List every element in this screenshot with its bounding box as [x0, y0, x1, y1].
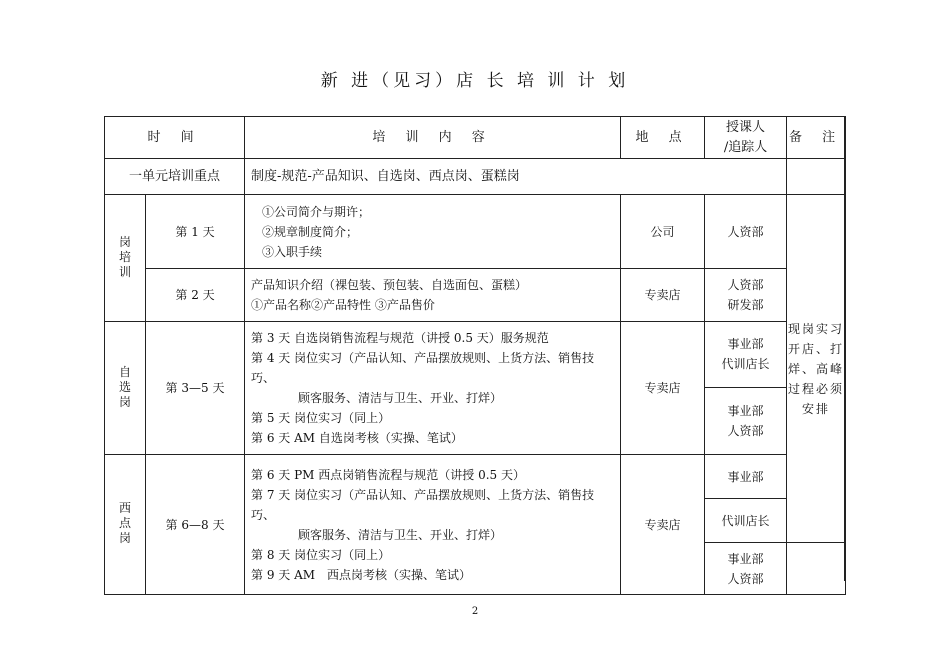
- table-row: [105, 455, 846, 499]
- zixuan-line: 第 3 天 自选岗销售流程与规范（讲授 0.5 天）服务规范: [251, 331, 549, 345]
- header-content: 培 训 内 容: [245, 117, 621, 159]
- table-row: [105, 195, 846, 269]
- unit-row: [105, 159, 846, 195]
- day-2: 第 2 天: [146, 269, 245, 322]
- header-place: 地 点: [621, 117, 705, 159]
- day-2-teacher-line: 研发部: [727, 298, 764, 312]
- days-6-8: 第 6—8 天: [146, 455, 245, 595]
- remark-cell: 现岗实习开店、打烊、高峰过程必须安排: [787, 195, 846, 543]
- unit-remark: [787, 159, 846, 195]
- header-teacher-line2: /追踪人: [723, 139, 768, 155]
- xidian-content: [245, 455, 621, 595]
- day-1-teacher: 人资部: [705, 195, 787, 269]
- zixuan-place: 专卖店: [621, 322, 705, 455]
- header-row: [105, 117, 846, 159]
- section-label-xidian: [105, 455, 146, 595]
- header-teacher-line1: 授课人: [726, 119, 766, 135]
- day-2-teacher: [705, 269, 787, 322]
- zixuan-teacher-line: 事业部: [727, 403, 764, 418]
- xidian-teacher-c: [705, 543, 787, 595]
- days-3-5: 第 3—5 天: [146, 322, 245, 455]
- day-1-content: [245, 195, 621, 269]
- unit-label: 一单元培训重点: [105, 159, 245, 195]
- day-2-place: 专卖店: [621, 269, 705, 322]
- xidian-place: 专卖店: [621, 455, 705, 595]
- day-2-line: 产品知识介绍（裸包装、预包装、自选面包、蛋糕）: [251, 278, 528, 292]
- header-remark: 备 注: [787, 117, 846, 159]
- day-1-place: 公司: [621, 195, 705, 269]
- zixuan-teacher-a: [705, 322, 787, 388]
- day-1-line: ①公司简介与期许；: [262, 204, 371, 219]
- zixuan-line: 顾客服务、清洁与卫生、开业、打烊）: [298, 391, 503, 405]
- xidian-teacher-b: 代训店长: [705, 499, 787, 543]
- zixuan-teacher-line: 事业部: [727, 337, 764, 352]
- day-1-line: ③入职手续: [262, 244, 323, 259]
- document-title: 新 进（见习）店 长 培 训 计 划: [320, 71, 630, 91]
- table-row: [105, 269, 846, 322]
- day-1-line: ②规章制度简介；: [262, 224, 359, 239]
- section-label-zixuan-text: 自选岗: [118, 364, 131, 409]
- day-2-line: ①产品名称②产品特性 ③产品售价: [251, 298, 435, 312]
- training-plan-table: [104, 116, 846, 595]
- section-label-zixuan: [105, 322, 146, 455]
- zixuan-teacher-line: 人资部: [727, 423, 764, 438]
- xidian-remark: [787, 543, 846, 595]
- zixuan-content: [245, 322, 621, 455]
- zixuan-line: 第 5 天 岗位实习（同上）: [251, 411, 391, 425]
- zixuan-line: 第 6 天 AM 自选岗考核（实操、笔试）: [251, 431, 463, 445]
- xidian-line: 第 6 天 PM 西点岗销售流程与规范（讲授 0.5 天）: [251, 467, 525, 482]
- day-2-teacher-line: 人资部: [727, 278, 764, 292]
- xidian-teacher-a: 事业部: [705, 455, 787, 499]
- xidian-line: 第 7 天 岗位实习（产品认知、产品摆放规则、上货方法、销售技巧、: [251, 487, 595, 522]
- zixuan-line: 第 4 天 岗位实习（产品认知、产品摆放规则、上货方法、销售技巧、: [251, 351, 595, 385]
- zixuan-teacher-line: 代训店长: [721, 357, 770, 372]
- header-teacher: [705, 117, 787, 159]
- table-row: [105, 322, 846, 388]
- table-right-border: [844, 116, 846, 581]
- section-label-xidian-text: 西点岗: [118, 501, 131, 545]
- day-1: 第 1 天: [146, 195, 245, 269]
- unit-content: 制度-规范-产品知识、自选岗、西点岗、蛋糕岗: [245, 159, 787, 195]
- zixuan-teacher-b: [705, 387, 787, 454]
- page-number: 2: [471, 606, 479, 617]
- xidian-line: 第 9 天 AM 西点岗考核（实操、笔试）: [251, 567, 472, 582]
- header-time: 时 间: [105, 117, 245, 159]
- section-label-gang-text: 岗 培训: [118, 234, 131, 279]
- day-2-content: [245, 269, 621, 322]
- xidian-line: 第 8 天 岗位实习（同上）: [251, 547, 391, 562]
- section-label-gang: [105, 195, 146, 322]
- xidian-teacher-line: 人资部: [727, 571, 764, 586]
- xidian-line: 顾客服务、清洁与卫生、开业、打烊）: [298, 527, 503, 542]
- xidian-teacher-line: 事业部: [727, 551, 764, 566]
